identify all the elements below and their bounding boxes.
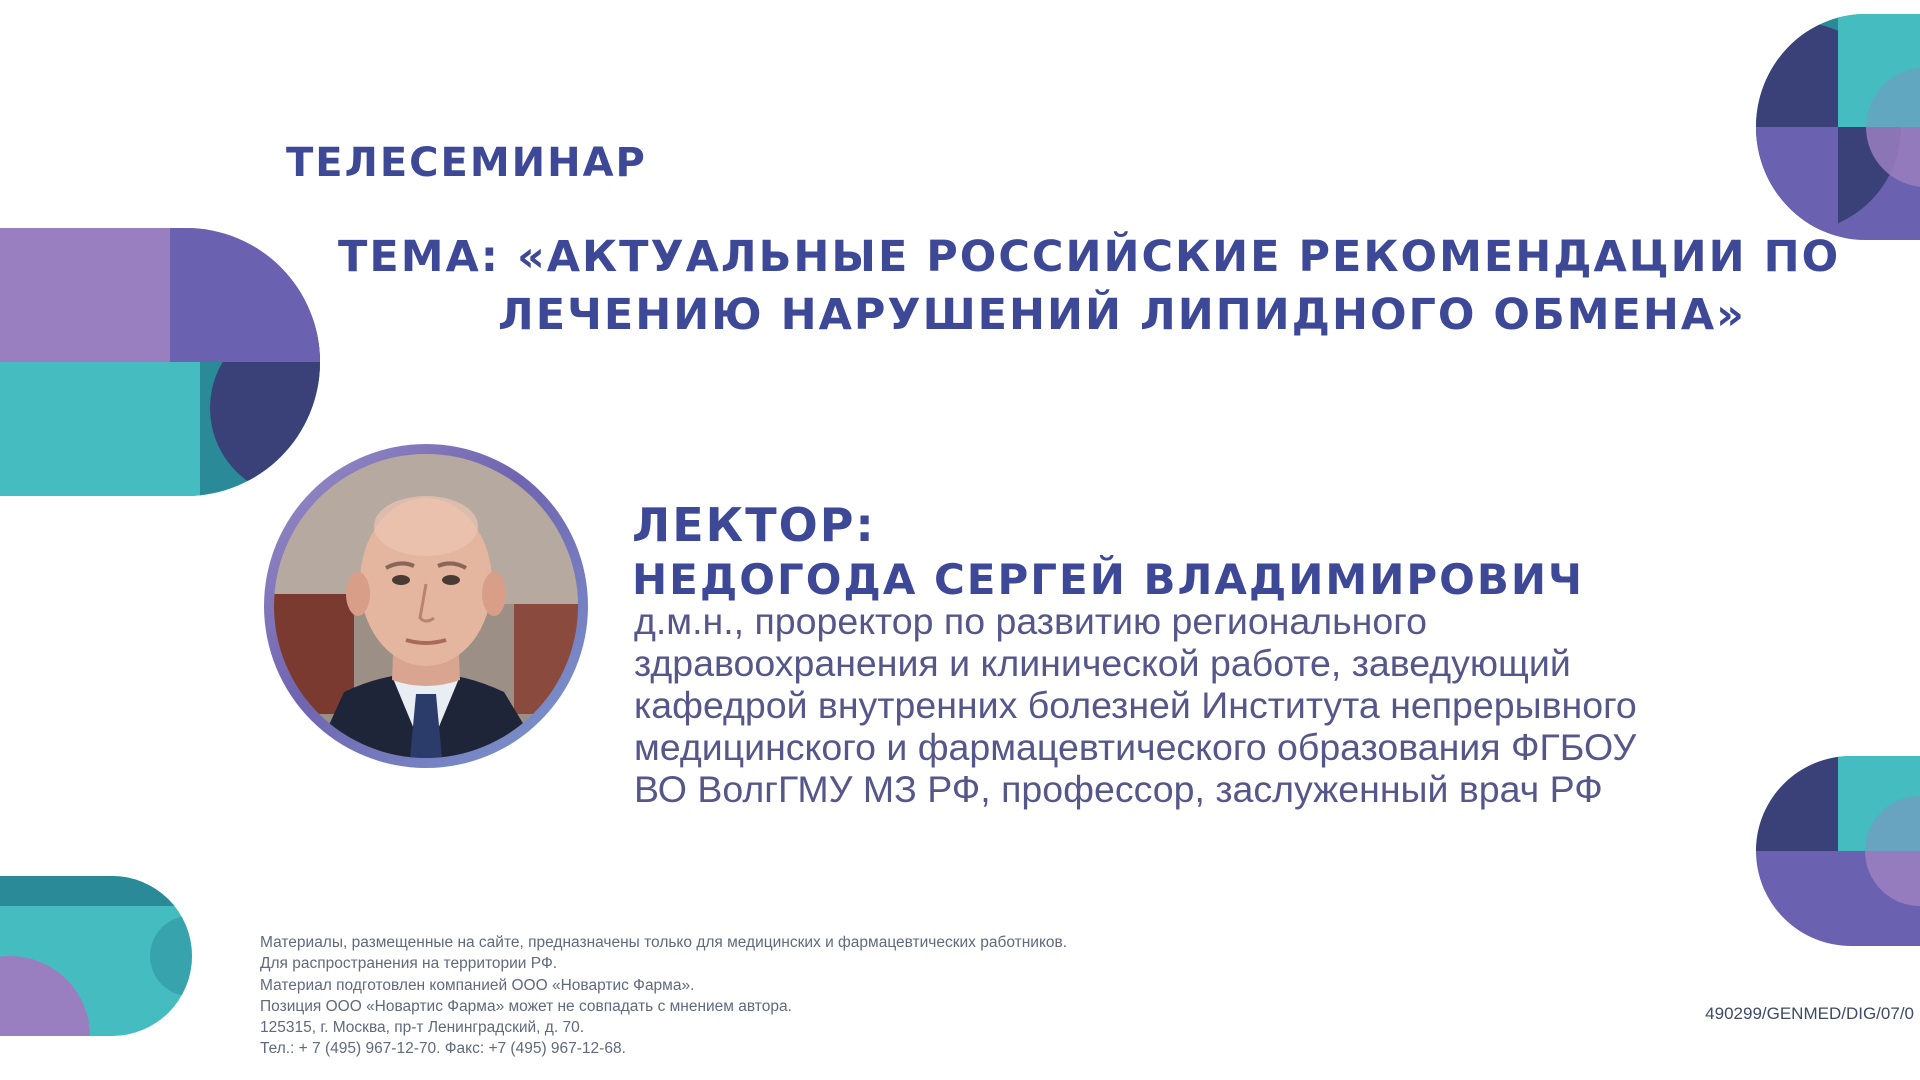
lecturer-photo bbox=[274, 454, 578, 758]
lecturer-name: НЕДОГОДА СЕРГЕЙ ВЛАДИМИРОВИЧ bbox=[632, 555, 1584, 604]
lecturer-label: ЛЕКТОР: bbox=[632, 498, 876, 552]
topic-title-line-2: ЛЕЧЕНИЮ НАРУШЕНИЙ ЛИПИДНОГО ОБМЕНА» bbox=[498, 290, 1746, 340]
legal-disclaimer bbox=[260, 932, 1067, 1060]
topic-title bbox=[338, 228, 1840, 344]
lecturer-bio-line: кафедрой внутренних болезней Института непрерывного bbox=[634, 684, 1637, 726]
topic-title-line-1: ТЕМА: «АКТУАЛЬНЫЕ РОССИЙСКИЕ РЕКОМЕНДАЦИИ ПО bbox=[338, 232, 1841, 282]
lecturer-bio bbox=[634, 600, 1794, 810]
lecturer-portrait-frame bbox=[264, 444, 588, 768]
disclaimer-line: 125315, г. Москва, пр-т Ленинградский, д. 70. bbox=[260, 1019, 584, 1037]
lecturer-bio-line: медицинского и фармацевтического образования ФГБОУ bbox=[634, 726, 1637, 768]
disclaimer-line: Материал подготовлен компанией ООО «Новартис Фарма». bbox=[260, 976, 695, 994]
lecturer-bio-line: ВО ВолгГМУ МЗ РФ, профессор, заслуженный врач РФ bbox=[634, 768, 1603, 810]
seminar-label: ТЕЛЕСЕМИНАР bbox=[286, 140, 647, 186]
disclaimer-line: Материалы, размещенные на сайте, предназначены только для медицинских и фармацевтических работников. bbox=[260, 934, 1068, 951]
lecturer-bio-line: здравоохранения и клинической работе, заведующий bbox=[634, 642, 1571, 684]
decor-shape-top-right bbox=[1756, 14, 1920, 240]
disclaimer-line: Тел.: + 7 (495) 967-12-70. Факс: +7 (495) 967-12-68. bbox=[260, 1040, 626, 1058]
decor-shape-bottom-left bbox=[0, 876, 192, 1036]
disclaimer-line: Для распространения на территории РФ. bbox=[260, 955, 558, 973]
lecturer-bio-line: д.м.н., проректор по развитию регионального bbox=[634, 600, 1427, 642]
document-code: 490299/GENMED/DIG/07/0 bbox=[1705, 1004, 1914, 1023]
decor-shape-left-upper bbox=[0, 228, 320, 496]
disclaimer-line: Позиция ООО «Новартис Фарма» может не совпадать с мнением автора. bbox=[260, 997, 792, 1015]
